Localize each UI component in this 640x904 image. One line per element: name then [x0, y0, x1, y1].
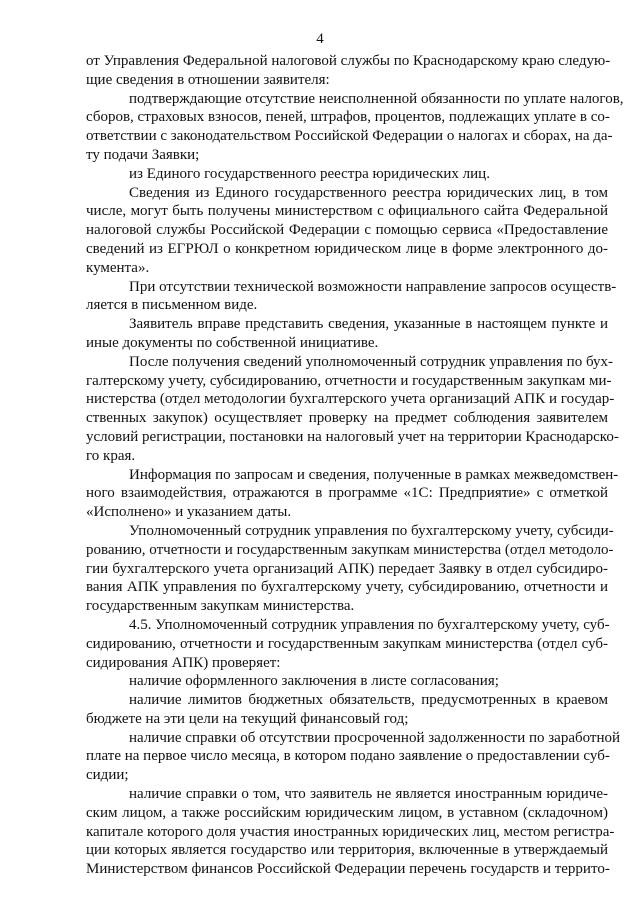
text-line: плате на первое число месяца, в котором подано заявление о предоставлении суб-	[86, 748, 610, 765]
text-line: сборов, страховых взносов, пеней, штрафов, процентов, подлежащих уплате в со-	[86, 109, 610, 126]
paragraph	[86, 466, 619, 522]
text-line: галтерскому учету, субсидированию, отчетности и государственным закупкам ми-	[86, 372, 612, 389]
text-line: щие сведения в отношении заявителя:	[86, 71, 330, 88]
text-line: наличие справки о том, что заявитель не является иностранным юридиче-	[129, 786, 608, 803]
paragraph	[86, 672, 608, 691]
text-line: При отсутствии технической возможности направление запросов осуществ-	[129, 278, 617, 295]
text-line: наличие лимитов бюджетных обязательств, предусмотренных в краевом	[129, 692, 608, 709]
paragraph	[86, 52, 611, 90]
text-line: нистерства (отдел методологии бухгалтерского учета организаций АПК и государ-	[86, 391, 615, 408]
text-line: от Управления Федеральной налоговой службы по Краснодарскому краю следую-	[86, 53, 611, 69]
text-line: наличие справки об отсутствии просроченной задолженности по заработной	[129, 729, 621, 746]
text-line: подтверждающие отсутствие неисполненной обязанности по уплате налогов,	[129, 90, 624, 107]
text-line: ного взаимодействия, отражаются в программе «1С: Предприятие» с отметкой	[86, 485, 608, 502]
page-number: 4	[316, 31, 324, 47]
text-line: из Единого государственного реестра юридических лиц.	[129, 165, 490, 182]
text-line: налоговой службы Российской Федерации с помощью сервиса «Предоставление	[86, 222, 608, 239]
text-line: Уполномоченный сотрудник управления по бухгалтерскому учету, субсиди-	[129, 522, 614, 539]
text-line: вания АПК управления по бухгалтерскому учету, субсидированию, отчетности и	[86, 579, 608, 596]
paragraph	[86, 729, 621, 785]
text-line: сидированию, отчетности и государственным закупкам министерства (отдел суб-	[86, 635, 608, 652]
text-line: Министерством финансов Российской Федерации перечень государств и террито-	[86, 861, 610, 878]
paragraph	[86, 616, 608, 672]
text-line: сидии;	[86, 767, 129, 784]
text-line: ственных закупок) осуществляет проверку на предмет соблюдения заявителем	[86, 410, 608, 427]
paragraph	[86, 184, 608, 278]
text-line: рованию, отчетности и государственным закупкам министерства (отдел методоло-	[86, 541, 614, 558]
text-line: Информация по запросам и сведения, полученные в рамках межведомствен-	[129, 466, 619, 483]
paragraph	[86, 90, 624, 165]
paragraph	[86, 353, 619, 466]
paragraph	[86, 278, 617, 316]
paragraph	[86, 315, 608, 353]
text-line: Заявитель вправе представить сведения, указанные в настоящем пункте и	[129, 316, 608, 333]
text-line: капитале которого доля участия иностранных юридических лиц, местом регистра-	[86, 823, 615, 840]
text-line: государственным закупкам министерства.	[86, 598, 355, 615]
text-line: сведений из ЕГРЮЛ о конкретном юридическом лице в форме электронного до-	[86, 240, 608, 257]
paragraph	[86, 691, 608, 729]
text-line: После получения сведений уполномоченный сотрудник управления по бух-	[129, 353, 614, 370]
document-body	[86, 52, 624, 879]
text-line: числе, могут быть получены министерством с официального сайта Федеральной	[86, 203, 608, 220]
text-line: иные документы по собственной инициативе.	[86, 334, 379, 351]
text-line: сидирования АПК) проверяет:	[86, 654, 281, 671]
paragraph	[86, 785, 615, 879]
paragraph	[86, 165, 608, 184]
text-line: ции которых является государство или территория, включенные в утверждаемый	[86, 842, 608, 859]
text-line: ответствии с законодательством Российской Федерации о налогах и сборах, на да-	[86, 128, 613, 145]
text-line: кумента».	[86, 259, 150, 276]
text-line: Сведения из Единого государственного реестра юридических лиц, в том	[129, 184, 608, 201]
text-line: ским лицом, а также российским юридическим лицом, в уставном (складочном)	[86, 804, 608, 821]
text-line: ляется в письменном виде.	[86, 297, 258, 314]
text-line: 4.5. Уполномоченный сотрудник управления по бухгалтерскому учету, суб-	[129, 616, 610, 633]
text-line: го края.	[86, 447, 136, 464]
text-line: условий регистрации, постановки на налоговый учет на территории Краснодарско-	[86, 428, 619, 445]
text-line: бюджете на эти цели на текущий финансовый год;	[86, 710, 409, 727]
text-line: «Исполнено» и указанием даты.	[86, 504, 292, 521]
text-line: гии бухгалтерского учета организаций АПК) передает Заявку в отдел субсидиро-	[86, 560, 608, 577]
paragraph	[86, 522, 614, 616]
text-line: наличие оформленного заключения в листе согласования;	[129, 673, 499, 690]
text-line: ту подачи Заявки;	[86, 146, 200, 163]
